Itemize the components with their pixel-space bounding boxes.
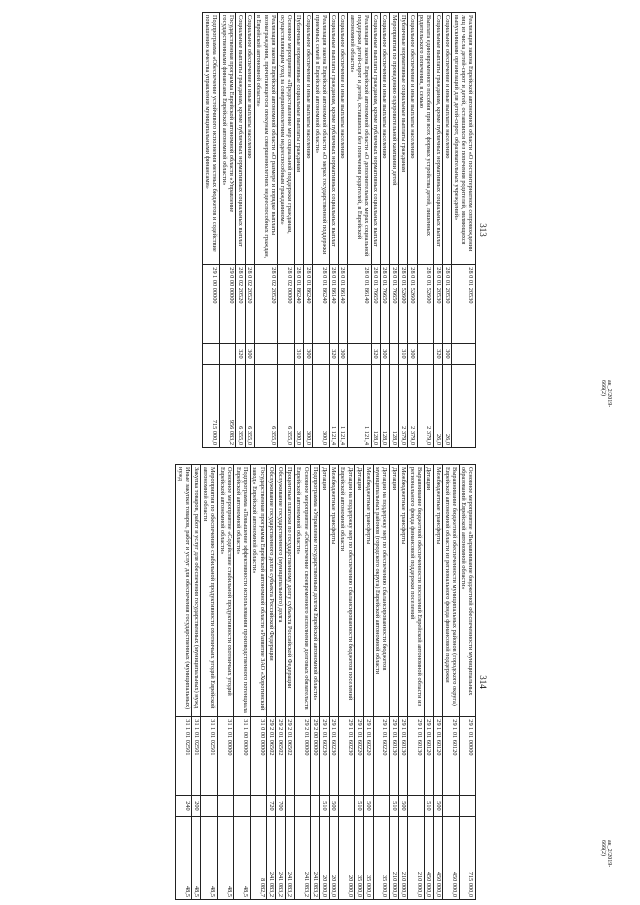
row-name: Обслуживание государственного долга субъекта Российской Федерации xyxy=(267,465,276,717)
row-code: 28 0 01 86240 xyxy=(303,265,312,343)
row-code: 29 1 01 60220 xyxy=(355,717,364,795)
row-expense-type xyxy=(347,343,371,365)
row-code: 28 0 01 86140 xyxy=(329,265,338,343)
row-expense-type xyxy=(278,343,294,365)
row-expense-type xyxy=(338,795,354,817)
row-expense-type: 500 xyxy=(399,795,408,817)
row-code: 29 1 01 60230 xyxy=(338,717,354,795)
row-name: Социальные выплаты гражданам, кроме публичных нормативных социальных выплат xyxy=(433,13,442,265)
row-code: 29 1 01 60130 xyxy=(389,717,398,795)
row-amount: 1 121,4 xyxy=(347,365,371,448)
row-amount: 35 000,0 xyxy=(355,817,364,900)
row-amount: 48,5 xyxy=(217,817,233,900)
table-row xyxy=(313,13,329,448)
row-amount: 128,0 xyxy=(389,365,398,448)
row-amount: 715 000,0 xyxy=(459,817,475,900)
row-expense-type xyxy=(443,795,459,817)
table-row xyxy=(417,13,433,448)
row-expense-type: 320 xyxy=(433,343,442,365)
right-page xyxy=(72,462,490,902)
table-row xyxy=(399,465,408,900)
row-name: Социальные выплаты гражданам, кроме публичных нормативных социальных выплат xyxy=(329,13,338,265)
row-expense-type: 300 xyxy=(408,343,417,365)
row-expense-type: 310 xyxy=(399,343,408,365)
table-row xyxy=(203,13,219,448)
row-name: Мероприятия по обеспечению стабильной продуктивности охотничьих угодий Еврейской автономной области xyxy=(201,465,217,717)
row-code: 29 1 01 60120 xyxy=(424,717,433,795)
table-row xyxy=(347,13,371,448)
row-amount: 48,5 xyxy=(192,817,201,900)
table-row xyxy=(267,465,276,900)
row-amount: 20 000,0 xyxy=(329,817,338,900)
budget-table xyxy=(203,12,477,448)
row-name: Социальное обеспечение и иные выплаты населению xyxy=(443,13,452,265)
row-amount: 48,5 xyxy=(201,817,217,900)
row-name: Межбюджетные трансферты xyxy=(329,465,338,717)
row-amount: 6 355,0 xyxy=(236,365,245,448)
row-expense-type xyxy=(311,795,320,817)
table-row xyxy=(254,13,278,448)
row-name: Подпрограмма «Управление государственным долгом Еврейской автономной области» xyxy=(311,465,320,717)
row-expense-type: 320 xyxy=(329,343,338,365)
row-code: 28 0 01 86240 xyxy=(294,265,303,343)
table-row xyxy=(371,13,380,448)
row-code: 31 1 01 00000 xyxy=(217,717,233,795)
row-amount: 8 082,7 xyxy=(250,817,266,900)
row-expense-type xyxy=(452,343,476,365)
row-code: 29 2 00 00000 xyxy=(311,717,320,795)
row-code: 28 0 01 20530 xyxy=(443,265,452,343)
table-row xyxy=(338,13,347,448)
row-code: 29 1 01 60120 xyxy=(443,717,459,795)
row-name: Основное мероприятие «Обеспечение своевременного исполнения долговых обязательств Еврейской автономной области» xyxy=(294,465,310,717)
row-name: Реализация закона Еврейской автономной области «О дополнительных мерах социальной поддержки детей-сирот и детей, оставшихся без попечения родителей, в Еврейской автономной области» xyxy=(347,13,371,265)
row-amount: 26,0 xyxy=(443,365,452,448)
row-name: Основное мероприятие «Содействие стабильной продуктивности охотничьих угодий Еврейской автономной области» xyxy=(217,465,233,717)
table-row xyxy=(294,465,310,900)
row-amount: 210 000,0 xyxy=(408,817,424,900)
row-name: Социальное обеспечение и иные выплаты населению xyxy=(245,13,254,265)
row-expense-type: 510 xyxy=(320,795,329,817)
row-name: Социальные выплаты гражданам, кроме публичных нормативных социальных выплат xyxy=(236,13,245,265)
row-name: Реализация закона Еврейской автономной области «О постинтернатном сопровождении лиц из числа детей-сирот и детей, оставшихся без попечения родителей, являющихся выпускниками организаций для детей-сирот, образовательных учреждений» xyxy=(452,13,476,265)
row-amount: 35 000,0 xyxy=(373,817,389,900)
table-row xyxy=(217,465,233,900)
page-number: 314 xyxy=(478,675,488,689)
row-expense-type xyxy=(250,795,266,817)
row-expense-type xyxy=(285,795,294,817)
row-code: 29 2 01 06502 xyxy=(285,717,294,795)
table-row xyxy=(236,13,245,448)
row-code: 29 0 00 00000 xyxy=(219,265,235,343)
row-name: Государственная программа Еврейской автономной области «Развитие ЗАО «Хорогинский завод» Еврейской автономной области» xyxy=(250,465,266,717)
row-amount: 210 000,0 xyxy=(389,817,398,900)
table-row xyxy=(373,465,389,900)
table-row xyxy=(424,465,433,900)
row-name: Реализация закона Еврейской автономной области «О размере и порядке выплаты вознаграждения, причитающегося опекунам совершеннолетних недееспособных граждан, в Еврейской автономной области» xyxy=(254,13,278,265)
row-amount: 241 083,2 xyxy=(311,817,320,900)
row-expense-type: 300 xyxy=(443,343,452,365)
row-name: Реализация закона Еврейской автономной области «О мерах государственной поддержки приемных семей в Еврейской автономной области» xyxy=(313,13,329,265)
table-row xyxy=(443,465,459,900)
row-expense-type xyxy=(254,343,278,365)
row-name: Процентные платежи по государственному долгу субъекта Российской Федерации xyxy=(285,465,294,717)
row-name: Подпрограмма «Обеспечение устойчивого исполнения местных бюджетов и содействие повышению качества управления муниципальными финансами» xyxy=(203,13,219,265)
table-row xyxy=(278,13,294,448)
row-code: 28 0 01 20530 xyxy=(433,265,442,343)
row-code: 29 1 01 60220 xyxy=(364,717,373,795)
row-name: Межбюджетные трансферты xyxy=(399,465,408,717)
row-name: Социальное обеспечение и иные выплаты населению xyxy=(303,13,312,265)
table-row xyxy=(399,13,408,448)
row-code: 28 0 02 20520 xyxy=(245,265,254,343)
table-row xyxy=(452,13,476,448)
table-row xyxy=(329,465,338,900)
table-row xyxy=(234,465,250,900)
row-expense-type: 300 xyxy=(303,343,312,365)
row-name: Выравнивание бюджетной обеспеченности муниципальных районов (городского округа) Еврейской автономной области из регионального фонда финансовой поддержки xyxy=(443,465,459,717)
row-amount: 128,0 xyxy=(380,365,389,448)
row-amount: 35 000,0 xyxy=(364,817,373,900)
table-row xyxy=(245,13,254,448)
row-amount: 6 355,0 xyxy=(254,365,278,448)
row-expense-type xyxy=(217,795,233,817)
row-expense-type xyxy=(203,343,219,365)
row-expense-type: 500 xyxy=(364,795,373,817)
table-row xyxy=(389,13,398,448)
doc-stamp: ак_2/2019-666(2) xyxy=(600,380,612,408)
row-amount: 300,0 xyxy=(294,365,303,448)
row-name: Закупка товаров, работ и услуг для обеспечения государственных (муниципальных) нужд xyxy=(192,465,201,717)
row-code: 28 0 01 52600 xyxy=(417,265,433,343)
row-code: 29 1 01 60230 xyxy=(329,717,338,795)
table-row xyxy=(389,465,398,900)
row-amount: 6 355,0 xyxy=(278,365,294,448)
row-expense-type: 310 xyxy=(294,343,303,365)
row-name: Публичные нормативные социальные выплаты гражданам xyxy=(399,13,408,265)
table-row xyxy=(320,465,329,900)
table-row xyxy=(355,465,364,900)
row-code: 28 0 01 76650 xyxy=(371,265,380,343)
table-row xyxy=(443,13,452,448)
row-code: 28 0 01 52600 xyxy=(399,265,408,343)
row-code: 31 1 01 02501 xyxy=(201,717,217,795)
row-code: 28 0 02 00000 xyxy=(278,265,294,343)
row-code: 28 0 02 20520 xyxy=(236,265,245,343)
budget-table xyxy=(175,464,476,900)
row-amount: 1 121,4 xyxy=(329,365,338,448)
row-name: Социальное обеспечение и иные выплаты населению xyxy=(380,13,389,265)
row-amount: 300,0 xyxy=(303,365,312,448)
row-name: Межбюджетные трансферты xyxy=(433,465,442,717)
row-name: Дотации xyxy=(389,465,398,717)
row-expense-type: 510 xyxy=(389,795,398,817)
row-name: Социальное обеспечение и иные выплаты населению xyxy=(338,13,347,265)
row-expense-type xyxy=(234,795,250,817)
row-amount: 715 000,0 xyxy=(203,365,219,448)
row-code: 28 0 01 20530 xyxy=(452,265,476,343)
row-amount: 450 000,0 xyxy=(433,817,442,900)
row-name: Дотации на поддержку мер по обеспечению сбалансированности бюджетов муниципальных районов (городского округа) Еврейской автономной области xyxy=(373,465,389,717)
row-code: 28 0 01 86140 xyxy=(347,265,371,343)
row-code: 29 1 01 60230 xyxy=(320,717,329,795)
row-code: 29 2 01 06502 xyxy=(267,717,276,795)
row-amount: 241 083,2 xyxy=(267,817,276,900)
row-code: 29 1 01 60120 xyxy=(433,717,442,795)
row-expense-type: 500 xyxy=(433,795,442,817)
row-code: 28 0 01 86140 xyxy=(338,265,347,343)
row-name: Публичные нормативные социальные выплаты гражданам xyxy=(294,13,303,265)
row-amount: 2 379,0 xyxy=(417,365,433,448)
row-code: 31 1 01 02501 xyxy=(192,717,201,795)
page-number: 313 xyxy=(478,223,488,237)
row-name: Выплата единовременного пособия при всех формах устройства детей, лишенных родительского попечения, в семью xyxy=(417,13,433,265)
row-code: 29 1 01 60220 xyxy=(373,717,389,795)
table-row xyxy=(303,13,312,448)
row-amount: 450 000,0 xyxy=(443,817,459,900)
row-amount: 1 121,4 xyxy=(338,365,347,448)
row-amount: 26,0 xyxy=(433,365,442,448)
row-expense-type xyxy=(313,343,329,365)
row-name: Выравнивание бюджетной обеспеченности поселений Еврейской автономной области из регионального фонда финансовой поддержки поселений xyxy=(408,465,424,717)
row-expense-type: 240 xyxy=(175,795,191,817)
row-amount: 210 000,0 xyxy=(399,817,408,900)
row-expense-type xyxy=(294,795,310,817)
row-name: Мероприятия по проведению оздоровительной кампании детей xyxy=(389,13,398,265)
row-amount: 241 083,2 xyxy=(294,817,310,900)
row-amount xyxy=(452,365,476,448)
row-expense-type xyxy=(373,795,389,817)
row-expense-type: 500 xyxy=(329,795,338,817)
table-row xyxy=(294,13,303,448)
table-row xyxy=(408,465,424,900)
row-expense-type: 320 xyxy=(371,343,380,365)
table-row xyxy=(433,13,442,448)
row-code: 28 0 01 52600 xyxy=(408,265,417,343)
row-name: Социальные выплаты гражданам, кроме публичных нормативных социальных выплат xyxy=(371,13,380,265)
row-amount: 20 000,0 xyxy=(338,817,354,900)
left-page xyxy=(72,10,490,450)
table-row xyxy=(311,465,320,900)
row-amount: 6 355,0 xyxy=(245,365,254,448)
table-row xyxy=(338,465,354,900)
row-code: 29 2 01 00000 xyxy=(294,717,310,795)
row-amount: 48,5 xyxy=(234,817,250,900)
row-expense-type: 300 xyxy=(245,343,254,365)
row-code: 31 0 00 00000 xyxy=(250,717,266,795)
row-code: 29 2 01 06502 xyxy=(276,717,285,795)
row-name: Межбюджетные трансферты xyxy=(364,465,373,717)
row-name: Обслуживание государственного (муниципального) долга xyxy=(276,465,285,717)
doc-stamp: ак_2/2019-666(2) xyxy=(600,840,612,868)
row-amount: 450 000,0 xyxy=(424,817,433,900)
table-row xyxy=(285,465,294,900)
row-expense-type: 700 xyxy=(276,795,285,817)
row-name: Подпрограмма «Повышение эффективности использования производственного потенциала Еврейской автономной области» xyxy=(234,465,250,717)
row-expense-type xyxy=(408,795,424,817)
row-expense-type: 510 xyxy=(424,795,433,817)
table-row xyxy=(364,465,373,900)
row-code: 31 1 01 02501 xyxy=(175,717,191,795)
row-code: 28 0 02 20520 xyxy=(254,265,278,343)
row-expense-type xyxy=(459,795,475,817)
row-amount: 241 083,2 xyxy=(285,817,294,900)
row-amount: 20 000,0 xyxy=(320,817,329,900)
row-name: Дотации xyxy=(355,465,364,717)
row-code: 29 1 00 00000 xyxy=(203,265,219,343)
table-row xyxy=(380,13,389,448)
row-expense-type xyxy=(389,343,398,365)
row-code: 29 1 01 60130 xyxy=(399,717,408,795)
row-amount: 128,0 xyxy=(371,365,380,448)
table-row xyxy=(276,465,285,900)
row-amount: 956 083,2 xyxy=(219,365,235,448)
row-expense-type: 720 xyxy=(267,795,276,817)
row-expense-type: 300 xyxy=(338,343,347,365)
row-expense-type xyxy=(417,343,433,365)
row-name: Дотации xyxy=(424,465,433,717)
row-code: 29 1 01 60130 xyxy=(408,717,424,795)
table-row xyxy=(175,465,191,900)
table-row xyxy=(250,465,266,900)
table-row xyxy=(192,465,201,900)
row-expense-type: 200 xyxy=(192,795,201,817)
table-row xyxy=(433,465,442,900)
row-expense-type xyxy=(201,795,217,817)
row-code: 28 0 01 86240 xyxy=(313,265,329,343)
row-amount: 48,5 xyxy=(175,817,191,900)
row-name: Основное мероприятие «Предоставление мер социальной поддержки гражданам, осуществляющим уход за совершеннолетним недееспособным гражданином» xyxy=(278,13,294,265)
row-code: 29 1 01 00000 xyxy=(459,717,475,795)
row-name: Государственная программа Еврейской автономной области «Управление государственными финансами Еврейской автономной области» xyxy=(219,13,235,265)
row-name: Дотации xyxy=(320,465,329,717)
row-expense-type: 510 xyxy=(355,795,364,817)
row-code: 28 0 01 76650 xyxy=(380,265,389,343)
row-name: Иные закупки товаров, работ и услуг для обеспечения государственных (муниципальных) нужд xyxy=(175,465,191,717)
table-row xyxy=(219,13,235,448)
row-code: 31 1 00 00000 xyxy=(234,717,250,795)
table-row xyxy=(201,465,217,900)
row-code: 28 0 01 76650 xyxy=(389,265,398,343)
row-amount: 2 379,0 xyxy=(408,365,417,448)
row-name: Основное мероприятие «Выравнивание бюджетной обеспеченности муниципальных образований Еврейской автономной области» xyxy=(459,465,475,717)
row-expense-type xyxy=(219,343,235,365)
row-expense-type: 300 xyxy=(380,343,389,365)
row-amount: 241 083,2 xyxy=(276,817,285,900)
row-expense-type: 320 xyxy=(236,343,245,365)
table-row xyxy=(459,465,475,900)
row-amount: 2 379,0 xyxy=(399,365,408,448)
row-name: Дотации на поддержку мер по обеспечению сбалансированности бюджетов поселений Еврейской автономной области xyxy=(338,465,354,717)
table-row xyxy=(408,13,417,448)
row-amount: 300,0 xyxy=(313,365,329,448)
row-name: Социальное обеспечение и иные выплаты населению xyxy=(408,13,417,265)
table-row xyxy=(329,13,338,448)
